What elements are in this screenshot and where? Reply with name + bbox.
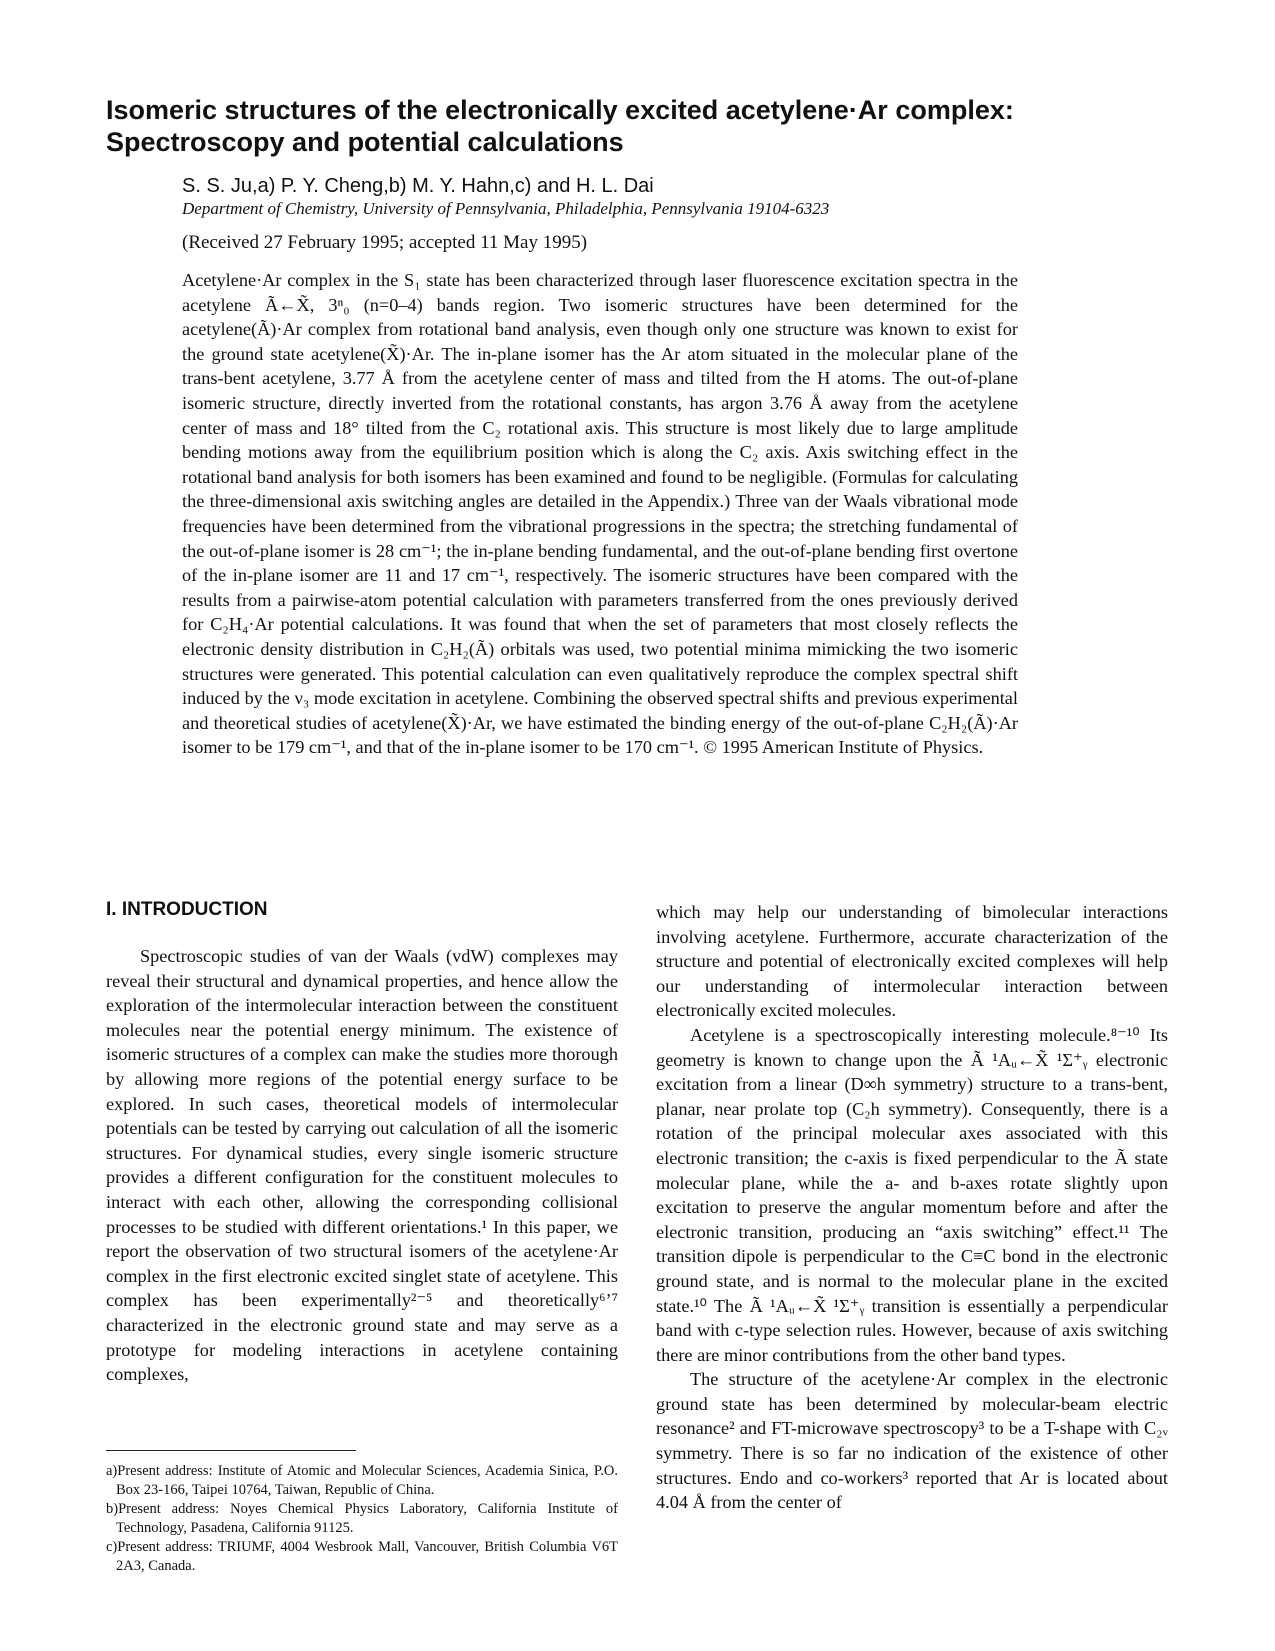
intro-paragraph-3: Acetylene is a spectroscopically interesting molecule.⁸⁻¹⁰ Its geometry is known to change upon the Ã ¹Aᵤ←X̃ ¹Σ⁺ᵧ electronic excitation from a linear (D∞h symmetry) structure to a trans-bent, planar, near prolate top (C₂h symmetry). Consequently, there is a rotation of the principal molecular axes associated with this electronic transition; the c-axis is fixed perpendicular to the Ã state molecular plane, while the a- and b-axes rotate slightly upon excitation to preserve the angular momentum before and after the electronic transition, producing an “axis switching” effect.¹¹ The transition dipole is perpendicular to the C≡C bond in the electronic ground state, and is normal to the molecular plane in the excited state.¹⁰ The Ã ¹Aᵤ←X̃ ¹Σ⁺ᵧ transition is essentially a perpendicular band with c-type selection rules. However, because of axis switching there are minor contributions from the other band types. <box>656 1024 1168 1365</box>
left-column <box>106 898 618 1387</box>
footnotes <box>106 1462 618 1576</box>
right-column <box>656 900 1168 1515</box>
affiliation: Department of Chemistry, University of Pennsylvania, Philadelphia, Pennsylvania 19104-6323 <box>182 199 830 218</box>
footnote: a)Present address: Institute of Atomic and Molecular Sciences, Academia Sinica, P.O. Box 23-166, Taipei 10764, Taiwan, Republic of China. <box>106 1463 618 1498</box>
intro-paragraph-4: The structure of the acetylene·Ar complex in the electronic ground state has been determined by molecular-beam electric resonance² and FT-microwave spectroscopy³ to be a T-shape with C₂ᵥ symmetry. There is so far no indication of the existence of other structures. Endo and co-workers³ reported that Ar is located about 4.04 Å from the center of <box>656 1369 1168 1513</box>
footnote-divider <box>106 1450 356 1451</box>
section-heading: I. INTRODUCTION <box>106 899 268 920</box>
paper-title: Isomeric structures of the electronically excited acetylene·Ar complex: Spectroscopy and potential calculations <box>106 95 1014 157</box>
author-list: S. S. Ju,a) P. Y. Cheng,b) M. Y. Hahn,c) and H. L. Dai <box>182 175 654 197</box>
intro-paragraph-2: which may help our understanding of bimolecular interactions involving acetylene. Furthermore, accurate characterization of the structure and potential of electronically excited complexes will help our understanding of intermolecular interaction between electronically excited molecules. <box>656 902 1168 1021</box>
received-dates: (Received 27 February 1995; accepted 11 May 1995) <box>182 232 588 253</box>
intro-paragraph-1: Spectroscopic studies of van der Waals (vdW) complexes may reveal their structural and dynamical properties, and hence allow the exploration of the intermolecular interaction between the constituent molecules near the potential energy minimum. The existence of isomeric structures of a complex can make the studies more thorough by allowing more regions of the potential energy surface to be explored. In such cases, theoretical models of intermolecular potentials can be tested by carrying out calculation of all the isomeric structures. For dynamical studies, every single isomeric structure provides a different configuration for the constituent molecules to interact with each other, allowing the corresponding collisional processes to be studied with different orientations.¹ In this paper, we report the observation of two structural isomers of the acetylene·Ar complex in the first electronic excited singlet state of acetylene. This complex has been experimentally²⁻⁵ and theoretically⁶ʼ⁷ characterized in the electronic ground state and may serve as a prototype for modeling interactions in acetylene containing complexes, <box>106 946 618 1385</box>
footnote: b)Present address: Noyes Chemical Physics Laboratory, California Institute of Technology, Pasadena, California 91125. <box>106 1501 618 1536</box>
footnote: c)Present address: TRIUMF, 4004 Wesbrook Mall, Vancouver, British Columbia V6T 2A3, Canada. <box>106 1539 618 1574</box>
abstract: Acetylene·Ar complex in the S₁ state has been characterized through laser fluorescence excitation spectra in the acetylene Ã←X̃, 3ⁿ₀ (n=0–4) bands region. Two isomeric structures have been determined for the acetylene(Ã)·Ar complex from rotational band analysis, even though only one structure was known to exist for the ground state acetylene(X̃)·Ar. The in-plane isomer has the Ar atom situated in the molecular plane of the trans-bent acetylene, 3.77 Å from the acetylene center of mass and tilted from the H atoms. The out-of-plane isomeric structure, directly inverted from the rotational constants, has argon 3.76 Å away from the acetylene center of mass and 18° tilted from the C₂ rotational axis. This structure is most likely due to large amplitude bending motions away from the equilibrium position which is along the C₂ axis. Axis switching effect in the rotational band analysis for both isomers has been examined and found to be negligible. (Formulas for calculating the three-dimensional axis switching angles are detailed in the Appendix.) Three van der Waals vibrational mode frequencies have been determined from the vibrational progressions in the spectra; the stretching fundamental of the out-of-plane isomer is 28 cm⁻¹; the in-plane bending fundamental, and the out-of-plane bending first overtone of the in-plane isomer are 11 and 17 cm⁻¹, respectively. The isomeric structures have been compared with the results from a pairwise-atom potential calculation with parameters transferred from the ones previously derived for C₂H₄·Ar potential calculations. It was found that when the set of parameters that most closely reflects the electronic density distribution in C₂H₂(Ã) orbitals was used, two potential minima mimicking the two isomeric structures were generated. This potential calculation can even qualitatively reproduce the complex spectral shift induced by the ν₃ mode excitation in acetylene. Combining the observed spectral shifts and previous experimental and theoretical studies of acetylene(X̃)·Ar, we have estimated the binding energy of the out-of-plane C₂H₂(Ã)·Ar isomer to be 179 cm⁻¹, and that of the in-plane isomer to be 170 cm⁻¹. © 1995 American Institute of Physics. <box>182 270 1018 758</box>
